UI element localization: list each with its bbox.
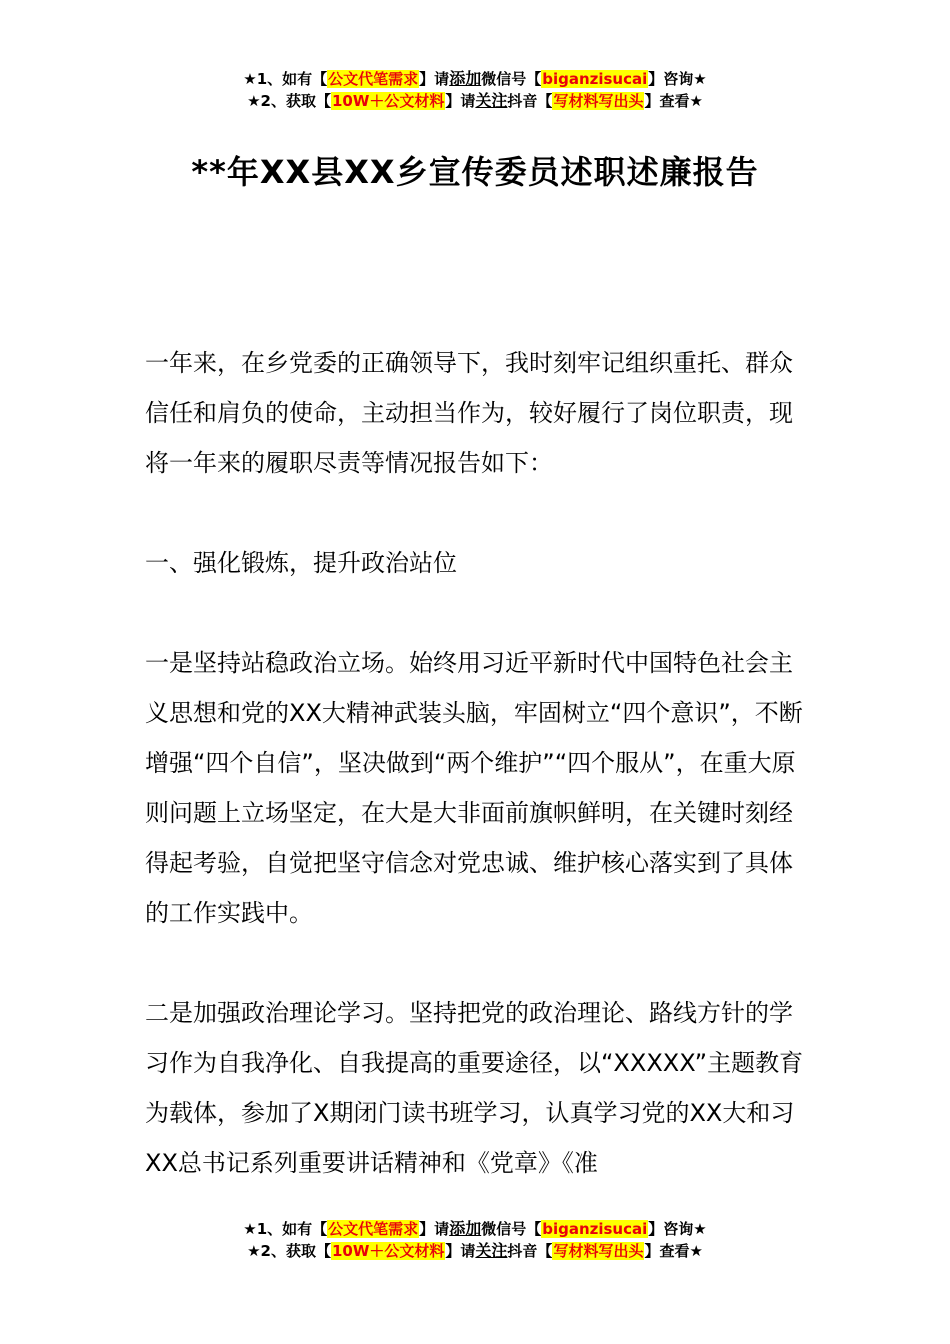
footer-line-1-suffix: 】咨询★ (648, 1220, 707, 1238)
banner-line-1-mid: 】请 (419, 70, 450, 88)
footer-line-1-highlight-service: 公文代笔需求 (328, 1220, 419, 1238)
footer-line-1-mid-2: 微信号【 (481, 1220, 542, 1238)
footer-banner (0, 1218, 950, 1262)
footer-line-2-mid: 】请 (445, 1242, 476, 1260)
body-paragraph-1: 一是坚持站稳政治立场。始终用习近平新时代中国特色社会主义思想和党的XX大精神武装头脑，牢固树立“四个意识”，不断增强“四个自信”，坚决做到“两个维护”“四个服从”，在重大原则问题上立场坚定，在大是大非面前旗帜鲜明，在关键时刻经得起考验，自觉把坚守信念对党忠诚、维护核心落实到了具体的工作实践中。 (145, 649, 803, 927)
banner-line-1-emphasis: 添加 (449, 69, 482, 88)
footer-line-2-mid-2: 抖音【 (507, 1242, 553, 1260)
footer-line-1-highlight-wechat: biganzisucai (542, 1220, 648, 1238)
banner-line-2-suffix: 】查看★ (644, 92, 703, 110)
banner-line-2-mid-2: 抖音【 (507, 92, 553, 110)
intro-paragraph: 一年来，在乡党委的正确领导下，我时刻牢记组织重托、群众信任和肩负的使命，主动担当作为，较好履行了岗位职责，现将一年来的履职尽责等情况报告如下： (145, 349, 793, 477)
banner-line-1-highlight-service: 公文代笔需求 (328, 70, 419, 88)
footer-line-2-highlight-materials: 10W＋公文材料 (331, 1242, 445, 1260)
footer-line-1-emphasis: 添加 (449, 1219, 482, 1238)
banner-line-1-highlight-wechat: biganzisucai (542, 70, 648, 88)
banner-line-2-highlight-douyin: 写材料写出头 (553, 92, 644, 110)
section-heading-1: 一、强化锻炼，提升政治站位 (145, 549, 457, 577)
banner-line-2-highlight-materials: 10W＋公文材料 (331, 92, 445, 110)
banner-line-1-prefix: ★1、如有【 (243, 70, 328, 88)
banner-line-1 (0, 68, 950, 90)
footer-line-1-mid: 】请 (419, 1220, 450, 1238)
document-title: **年XX县XX乡宣传委员述职述廉报告 (191, 153, 759, 191)
footer-line-2-highlight-douyin: 写材料写出头 (553, 1242, 644, 1260)
footer-line-1 (0, 1218, 950, 1240)
footer-line-2-suffix: 】查看★ (644, 1242, 703, 1260)
footer-line-2-prefix: ★2、获取【 (247, 1242, 331, 1260)
banner-line-1-suffix: 】咨询★ (648, 70, 707, 88)
footer-line-2-emphasis: 关注 (475, 1241, 508, 1260)
header-banner (0, 68, 950, 112)
banner-line-2-prefix: ★2、获取【 (247, 92, 331, 110)
footer-line-2 (0, 1240, 950, 1262)
banner-line-2-emphasis: 关注 (475, 91, 508, 110)
banner-line-2-mid: 】请 (445, 92, 476, 110)
document-body (145, 338, 810, 1188)
banner-line-2 (0, 90, 950, 112)
body-paragraph-2: 二是加强政治理论学习。坚持把党的政治理论、路线方针的学习作为自我净化、自我提高的重要途径，以“XXXXX”主题教育为载体，参加了X期闭门读书班学习，认真学习党的XX大和习XX总书记系列重要讲话精神和《党章》《准 (145, 999, 804, 1177)
footer-line-1-prefix: ★1、如有【 (243, 1220, 328, 1238)
banner-line-1-mid-2: 微信号【 (481, 70, 542, 88)
